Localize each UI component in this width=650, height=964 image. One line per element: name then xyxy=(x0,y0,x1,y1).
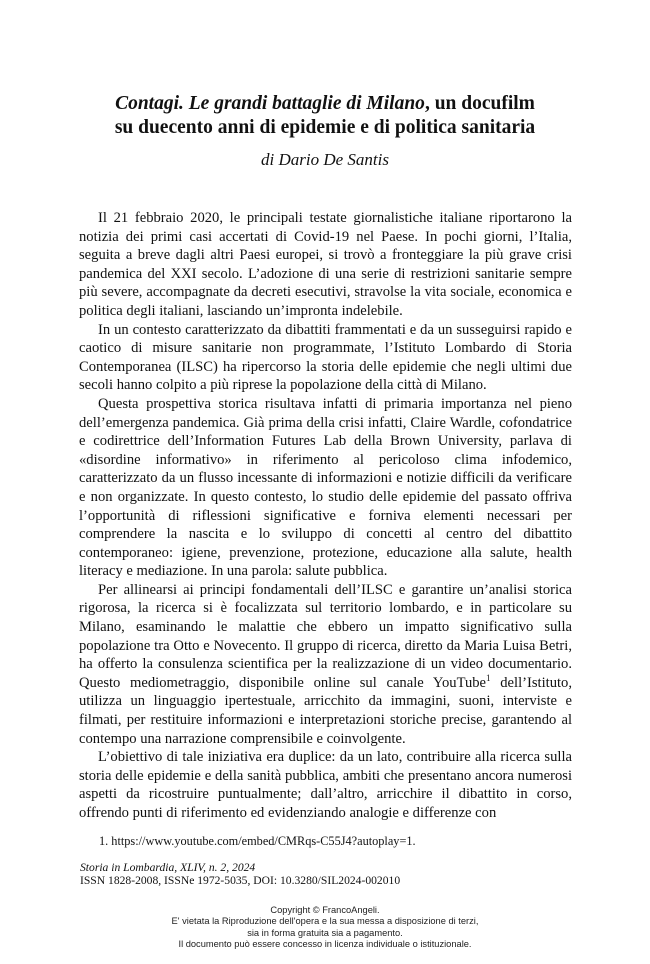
paragraph-1: Il 21 febbraio 2020, le principali testate giornalistiche italiane riportarono la notizia dei primi casi accertati di Covid-19 nel Paese. In pochi giorni, l’Italia, seguita a breve dagli altri Paesi europei, si trovò a fronteggiare la più grave crisi pandemica del XXI secolo. L’adozione di una serie di restrizioni sanitarie sempre più severe, accompagnate da decreti esecutivi, stravolse la vita sociale, economica e politica degli italiani, lasciando un’impronta indelebile. xyxy=(79,210,572,319)
issn-doi: ISSN 1828-2008, ISSNe 1972-5035, DOI: 10.3280/SIL2024-002010 xyxy=(80,874,401,887)
article-body xyxy=(79,209,572,823)
journal-info xyxy=(80,861,580,887)
copyright-line-1: Copyright © FrancoAngeli. xyxy=(270,905,380,915)
paragraph-2: In un contesto caratterizzato da dibattiti frammentati e da un susseguirsi rapido e caotico di misure sanitarie non programmate, l’Istituto Lombardo di Storia Contemporanea (ILSC) ha ripercorso la storia delle epidemie che negli ultimi due secoli hanno colpito a più riprese la popolazione della città di Milano. xyxy=(79,321,572,394)
journal-citation: Storia in Lombardia, XLIV, n. 2, 2024 xyxy=(80,861,256,874)
footnote-ref[interactable]: 1 xyxy=(486,672,491,683)
title-rest: , un docufilm xyxy=(424,93,535,114)
title-line-2: su duecento anni di epidemie e di politica sanitaria xyxy=(114,117,536,138)
paragraph-3: Questa prospettiva storica risultava infatti di primaria importanza nel pieno dell’emergenza pandemica. Già prima della crisi infatti, Claire Wardle, cofondatrice e codirettrice dell’Information Futures Lab della Brown University, parlava di «disordine informativo» in riferimento al pericoloso clima infodemico, caratterizzato da un flusso incessante di informazioni e notizie difficili da verificare e non organizzate. In questo contesto, lo studio delle epidemie del passato offriva l’opportunità di riflessioni significative e forniva elementi necessari per comprendere la nascita e lo sviluppo di concetti al centro del dibattito contemporaneo: igiene, prevenzione, protezione, educazione alla salute, health literacy e mediazione. In una parola: salute pubblica. xyxy=(79,395,572,580)
paragraph-4-text-a: Per allinearsi ai principi fondamentali dell’ILSC e garantire un’analisi storica rigorosa, la ricerca si è focalizzata sul territorio lombardo, e in particolare su Milano, esaminando le malattie che ebbero un impatto significativo sulla popolazione tra Otto e Novecento. Il gruppo di ricerca, diretto da Maria Luisa Betri, ha offerto la consulenza scientifica per la realizzazione di un video documentario. Questo mediometraggio, disponibile online sul canale YouTube xyxy=(79,581,572,691)
copyright-notice xyxy=(80,905,570,950)
paragraph-5: L’obiettivo di tale iniziativa era duplice: da un lato, contribuire alla ricerca sulla storia delle epidemie e della sanità pubblica, ambiti che presentano ancora numerosi aspetti da ricostruire puntualmente; dall’altro, arricchire il dibattito in corso, offrendo punti di riferimento ed evidenziando analogie e differenze con xyxy=(79,749,572,821)
copyright-line-4: Il documento può essere concesso in licenza individuale o istituzionale. xyxy=(178,938,472,949)
article-title xyxy=(80,92,570,140)
paragraph-4-text-b: dell’Istituto, utilizza un linguaggio ipertestuale, arricchito da immagini, suoni, interviste e filmati, per restituire informazioni e interpretazioni storiche precise, garantendo al contempo una narrazione comprensibile e coinvolgente. xyxy=(79,674,572,747)
copyright-line-2: E' vietata la Riproduzione dell'opera e la sua messa a disposizione di terzi, xyxy=(171,916,479,927)
paragraph-4 xyxy=(79,581,572,748)
footnote: 1. https://www.youtube.com/embed/CMRqs-C55J4?autoplay=1. xyxy=(99,834,416,848)
copyright-line-3: sia in forma gratuita sia a pagamento. xyxy=(247,927,403,938)
author-byline: di Dario De Santis xyxy=(261,150,389,169)
film-title: Contagi. Le grandi battaglie di Milano xyxy=(115,93,425,114)
